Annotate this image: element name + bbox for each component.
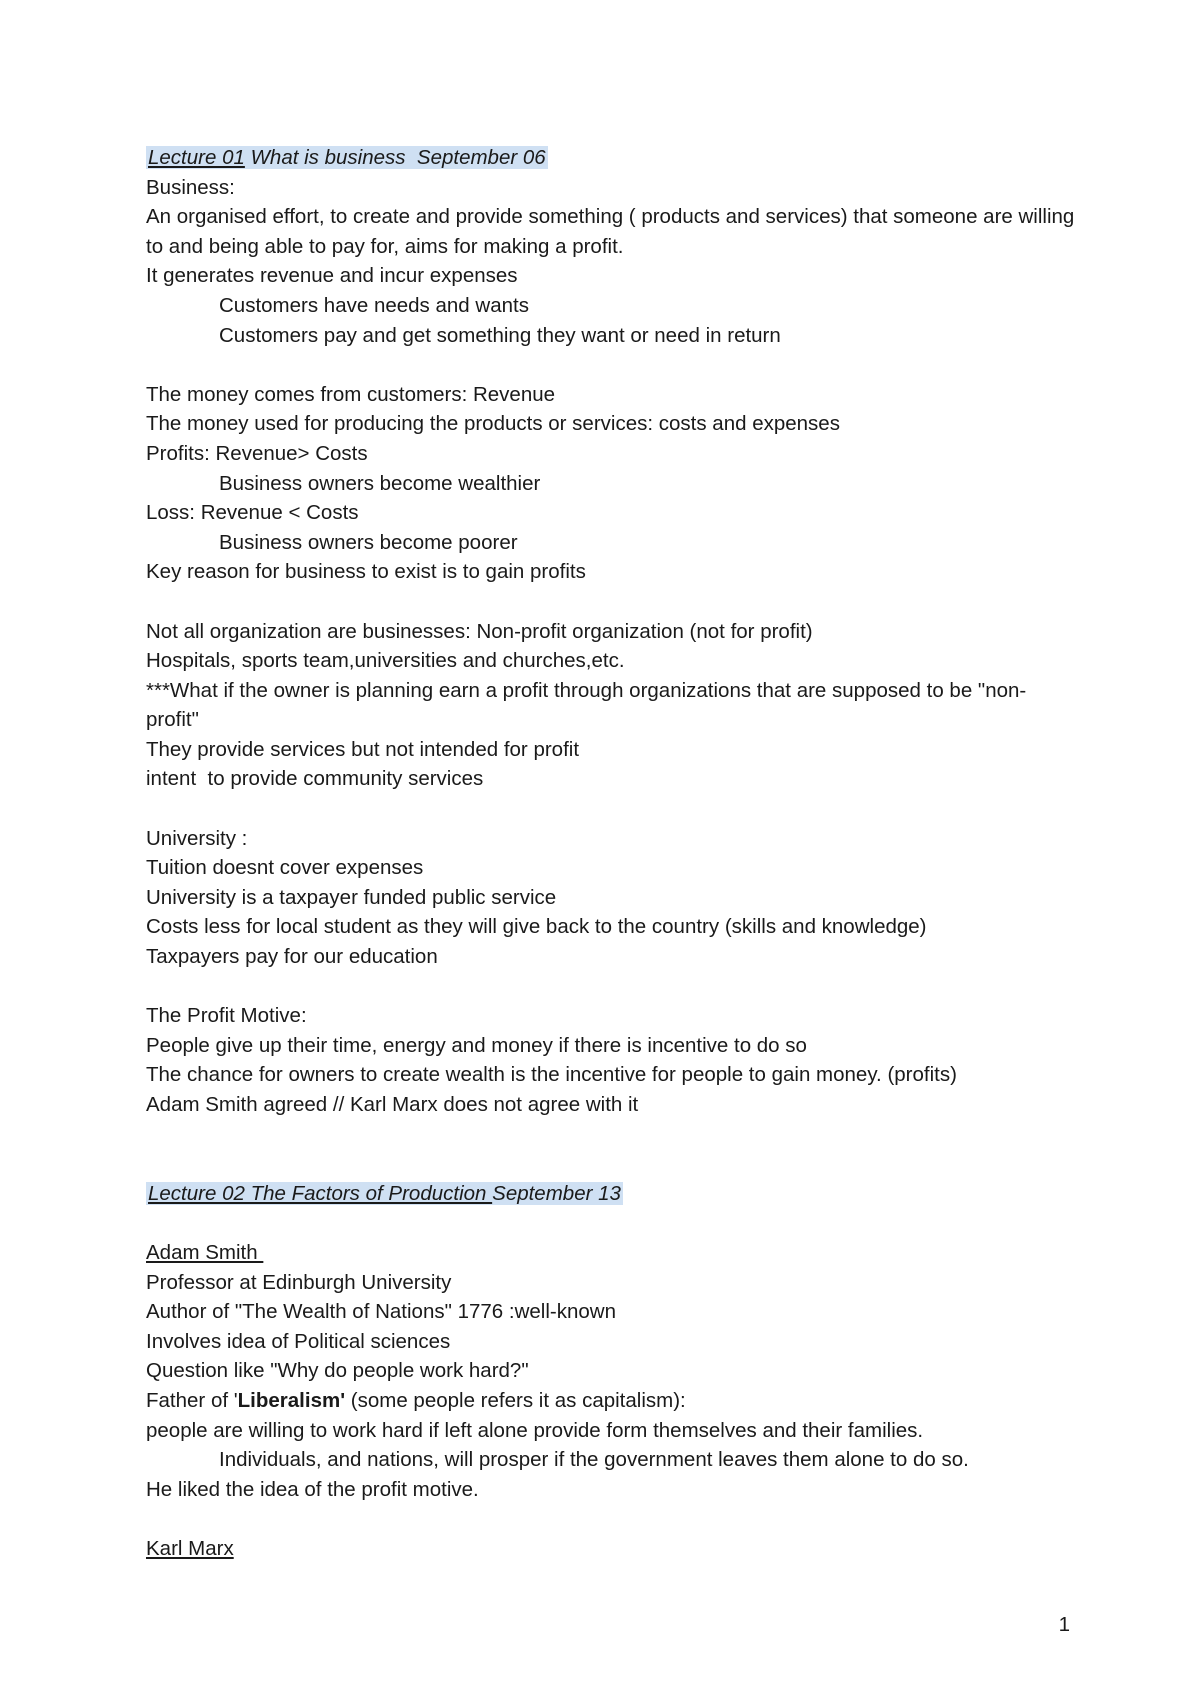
paragraph-line: Tuition doesnt cover expenses	[146, 856, 424, 880]
paragraph-line: people are willing to work hard if left alone provide form themselves and their families.	[146, 1418, 924, 1442]
paragraph-line: Hospitals, sports team,universities and churches,etc.	[146, 649, 625, 673]
blank-line	[146, 972, 1076, 1002]
paragraph-line: Professor at Edinburgh University	[146, 1270, 452, 1294]
document-body	[146, 143, 1081, 1564]
liberalism-suffix: (some people refers it as capitalism):	[345, 1388, 686, 1412]
blank-line	[146, 1208, 1076, 1238]
blank-line	[146, 794, 1076, 824]
blank-line	[146, 350, 1076, 380]
indented-line: Customers have needs and wants	[219, 293, 529, 317]
indented-line: Business owners become poorer	[219, 530, 518, 554]
lecture-02-heading-date: September 13	[492, 1181, 621, 1205]
paragraph-line: Loss: Revenue < Costs	[146, 501, 359, 525]
paragraph-line: They provide services but not intended for profit	[146, 737, 580, 761]
blank-line	[146, 1504, 1076, 1534]
paragraph-line: He liked the idea of the profit motive.	[146, 1477, 479, 1501]
paragraph-line: Business:	[146, 175, 235, 199]
liberalism-prefix: Father of '	[146, 1388, 238, 1412]
paragraph-line: University is a taxpayer funded public service	[146, 885, 557, 909]
adam-smith-subheading	[146, 1238, 1076, 1268]
paragraph-line: The money comes from customers: Revenue	[146, 382, 556, 406]
paragraph-line: University :	[146, 826, 248, 850]
paragraph-line: Involves idea of Political sciences	[146, 1329, 451, 1353]
lecture-02-heading-title: Lecture 02 The Factors of Production	[148, 1181, 493, 1205]
page-number: 1	[1058, 1613, 1070, 1636]
paragraph-line: ***What if the owner is planning earn a profit through organizations that are supposed to be "non-profit"	[146, 678, 1027, 732]
karl-marx-subheading	[146, 1534, 1076, 1564]
adam-smith-title: Adam Smith	[146, 1240, 264, 1264]
liberalism-line	[146, 1386, 1076, 1416]
paragraph-line: The Profit Motive:	[146, 1004, 307, 1028]
lecture-01-heading-label: Lecture 01	[148, 146, 245, 169]
paragraph-line: An organised effort, to create and provide something ( products and services) that someone are willing to and being able to pay for, aims for making a profit.	[146, 205, 1081, 258]
paragraph-line: It generates revenue and incur expenses	[146, 264, 518, 288]
lecture-01-heading-title: What is business September 06	[244, 146, 546, 169]
indented-line: Business owners become wealthier	[219, 471, 541, 495]
indented-line: Individuals, and nations, will prosper if the government leaves them alone to do so.	[219, 1448, 969, 1472]
paragraph-line: Costs less for local student as they will give back to the country (skills and knowledge)	[146, 915, 927, 939]
paragraph-line: People give up their time, energy and money if there is incentive to do so	[146, 1033, 807, 1057]
indented-line: Customers pay and get something they want or need in return	[219, 323, 781, 347]
paragraph-line: intent to provide community services	[146, 767, 484, 791]
paragraph-line: Taxpayers pay for our education	[146, 945, 438, 969]
paragraph-line: Author of "The Wealth of Nations" 1776 :well-known	[146, 1300, 616, 1324]
paragraph-line: The money used for producing the products or services: costs and expenses	[146, 412, 840, 436]
karl-marx-title: Karl Marx	[146, 1536, 234, 1560]
paragraph-line: Key reason for business to exist is to gain profits	[146, 560, 586, 584]
lecture-02-heading	[146, 1179, 1076, 1209]
paragraph-line: The chance for owners to create wealth is the incentive for people to gain money. (profits)	[146, 1063, 957, 1087]
blank-line	[146, 1120, 1076, 1179]
lecture-01-heading-highlight	[146, 146, 548, 169]
paragraph-line: Adam Smith agreed // Karl Marx does not agree with it	[146, 1093, 639, 1116]
paragraph-line: Question like "Why do people work hard?"	[146, 1359, 529, 1383]
paragraph-line: Profits: Revenue> Costs	[146, 441, 368, 465]
paragraph-line: Not all organization are businesses: Non-profit organization (not for profit)	[146, 619, 813, 643]
blank-line	[146, 587, 1076, 617]
lecture-01-heading	[146, 143, 1076, 173]
lecture-02-heading-highlight	[146, 1182, 623, 1205]
liberalism-term: Liberalism'	[237, 1388, 346, 1412]
